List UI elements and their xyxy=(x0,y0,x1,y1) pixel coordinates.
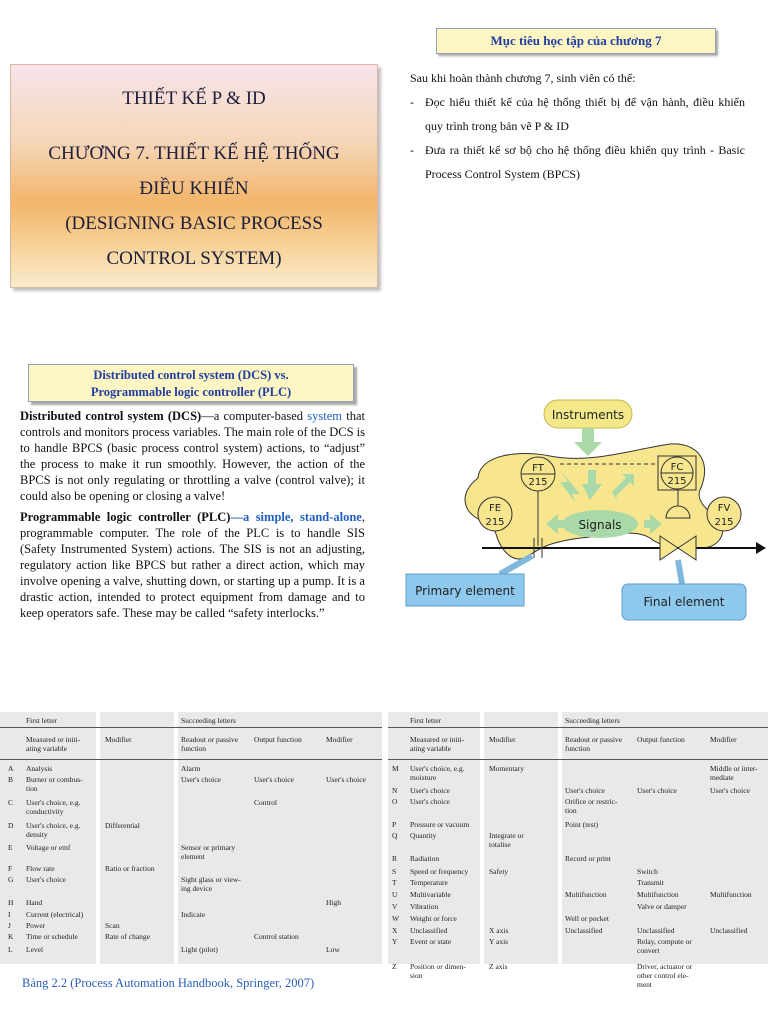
header-measured-line1: Measured or initi- xyxy=(26,735,81,744)
table-cell-out2: convert xyxy=(637,946,660,955)
table-cell-v: Event or state xyxy=(410,937,452,946)
header-modifier-2: Modifier xyxy=(710,735,737,744)
table-cell-v: Vibration xyxy=(410,902,439,911)
table-cell-v: Pressure or vacuum xyxy=(410,820,470,829)
table-cell-out: Multifunction xyxy=(637,890,679,899)
primary-element-label: Primary element xyxy=(415,584,515,598)
objectives-body xyxy=(410,66,745,186)
objective-text: Đưa ra thiết kế sơ bộ cho hệ thống điều khiển quy trình - Basic Process Control System (BPCS) xyxy=(425,143,745,181)
table-cell-v2: conductivity xyxy=(26,807,64,816)
table-cell-l: I xyxy=(8,910,11,919)
flow-arrowhead-icon xyxy=(756,542,766,554)
table-cell-mod2: Middle or inter- xyxy=(710,764,758,773)
course-title: THIẾT KẾ P & ID xyxy=(122,88,266,109)
table-cell-rd: Unclassified xyxy=(565,926,603,935)
table-cell-mod: Safety xyxy=(489,867,509,876)
table-cell-v: User's choice xyxy=(26,875,66,884)
table-cell-out2: other control ele- xyxy=(637,971,689,980)
table-cell-l: E xyxy=(8,843,13,852)
table-cell-l: B xyxy=(8,775,14,784)
header-readout xyxy=(181,735,238,753)
header-readout-line2: function xyxy=(565,744,590,753)
chapter-title-line1: CHƯƠNG 7. THIẾT KẾ HỆ THỐNG xyxy=(48,143,340,164)
table-cell-rd: Well or pocket xyxy=(565,914,609,923)
header-rule xyxy=(388,759,768,760)
table-cell-rd2: ing device xyxy=(181,884,213,893)
table-cell-out: Control xyxy=(254,798,277,807)
table-cell-l: T xyxy=(392,878,397,887)
table-cell-v2: sion xyxy=(410,971,423,980)
dcs-term: Distributed control system (DCS) xyxy=(20,409,202,423)
header-modifier-2: Modifier xyxy=(326,735,353,744)
header-output: Output function xyxy=(254,735,302,744)
table-cell-rd: Point (test) xyxy=(565,820,599,829)
table-cell-rd: Alarm xyxy=(181,764,201,773)
table-cell-v: User's choice xyxy=(410,797,450,806)
table-cell-l: S xyxy=(392,867,397,876)
table-cell-v: Level xyxy=(26,945,44,954)
final-element-label: Final element xyxy=(643,595,725,609)
table-cell-v: User's choice, e.g. xyxy=(26,798,81,807)
table-right-half xyxy=(388,712,768,989)
dcs-system-link[interactable]: system xyxy=(307,409,343,423)
header-measured-line2: ating variable xyxy=(410,744,452,753)
objective-item xyxy=(410,90,745,138)
table-cell-out: User's choice xyxy=(637,786,677,795)
table-cell-l: O xyxy=(392,797,398,806)
table-cell-rd: Sensor or primary xyxy=(181,843,236,852)
plc-text: , programmable computer. The role of the PLC is to handle SIS (Safety Instrumented System) actions. The SIS is not an adjusting, regulatory action like BPCS but rather a direct action, which may involve opening a valve, shutting down, or starting up a pump. It is a drastic action, intended to protect equipment from damage and to keep operators safe. These may be called “safety interlocks.” xyxy=(20,510,365,620)
table-cell-v: User's choice, e.g. xyxy=(410,764,465,773)
header-modifier: Modifier xyxy=(489,735,516,744)
table-cell-mod: Y axis xyxy=(489,937,509,946)
table-cell-l: G xyxy=(8,875,14,884)
table-cell-mod2: High xyxy=(326,898,341,907)
table-cell-l: L xyxy=(8,945,13,954)
header-succeeding-letters: Succeeding letters xyxy=(565,716,620,725)
dcs-plc-heading-line1: Distributed control system (DCS) vs. xyxy=(93,368,289,382)
header-measured xyxy=(26,735,80,753)
table-cell-mod2: Unclassified xyxy=(710,926,748,935)
instruments-label: Instruments xyxy=(551,408,625,422)
table-cell-l: N xyxy=(392,786,398,795)
table-cell-rd: Orifice or restric- xyxy=(565,797,618,806)
fc-number: 215 xyxy=(667,476,687,487)
signals-label: Signals xyxy=(578,518,622,532)
bullet-dash: - xyxy=(410,143,414,157)
table-cell-l: F xyxy=(8,864,13,873)
table-cell-rd: Sight glass or view- xyxy=(181,875,241,884)
table-cell-l: Y xyxy=(392,937,398,946)
header-readout-line2: function xyxy=(181,744,206,753)
table-cell-v: Time or schedule xyxy=(26,932,78,941)
chapter-title-line4: CONTROL SYSTEM) xyxy=(106,248,282,269)
table-cell-v: Quantity xyxy=(410,831,437,840)
objectives-intro: Sau khi hoàn thành chương 7, sinh viên có thể: xyxy=(410,71,636,85)
dcs-plc-heading xyxy=(28,364,354,402)
header-first-letter: First letter xyxy=(26,716,58,725)
header-measured xyxy=(410,735,464,753)
table-cell-out: Unclassified xyxy=(637,926,675,935)
table-cell-v: User's choice, e.g. xyxy=(26,821,81,830)
table-cell-l: W xyxy=(392,914,400,923)
table-cell-l: D xyxy=(8,821,14,830)
table-cell-out: Valve or damper xyxy=(637,902,687,911)
table-cell-v: Speed or frequency xyxy=(410,867,469,876)
table-cell-v: Flow rate xyxy=(26,864,55,873)
objectives-heading: Mục tiêu học tập của chương 7 xyxy=(436,28,716,54)
table-cell-l: K xyxy=(8,932,14,941)
table-cell-v: Position or dimen- xyxy=(410,962,466,971)
table-cell-v: User's choice xyxy=(410,786,450,795)
table-cell-rd: Light (pilot) xyxy=(181,945,218,954)
header-modifier: Modifier xyxy=(105,735,132,744)
table-cell-mod: X axis xyxy=(489,926,509,935)
header-readout-line1: Readout or passive xyxy=(181,735,239,744)
ft-tag: FT xyxy=(532,463,544,474)
table-cell-out: User's choice xyxy=(254,775,294,784)
header-rule xyxy=(0,759,382,760)
dcs-plc-heading-line2: Programmable logic controller (PLC) xyxy=(90,385,292,399)
fv-number: 215 xyxy=(714,517,734,528)
header-output: Output function xyxy=(637,735,685,744)
table-cell-v: Power xyxy=(26,921,46,930)
table-cell-mod: Scan xyxy=(105,921,120,930)
table-cell-mod: Z axis xyxy=(489,962,508,971)
table-cell-l: P xyxy=(392,820,397,829)
table-cell-l: C xyxy=(8,798,14,807)
plc-term: Programmable logic controller (PLC) xyxy=(20,510,231,524)
table-cell-v: Analysis xyxy=(26,764,53,773)
table-cell-v: Temperature xyxy=(410,878,448,887)
fe-number: 215 xyxy=(485,517,505,528)
dcs-paragraph xyxy=(20,408,365,504)
chapter-title-line3: (DESIGNING BASIC PROCESS xyxy=(65,213,323,234)
table-cell-v2: tion xyxy=(26,784,38,793)
table-cell-rd: User's choice xyxy=(181,775,221,784)
fe-tag: FE xyxy=(488,503,502,514)
table-cell-mod: Differential xyxy=(105,821,140,830)
table-cell-v: Burner or combus- xyxy=(26,775,83,784)
table-cell-l: A xyxy=(8,764,14,773)
table-cell-l: Q xyxy=(392,831,398,840)
table-cell-mod2: Low xyxy=(326,945,340,954)
table-cell-rd: Indicate xyxy=(181,910,206,919)
fc-tag: FC xyxy=(670,462,684,473)
table-caption: Bảng 2.2 (Process Automation Handbook, Springer, 2007) xyxy=(22,976,315,990)
chapter-title-card xyxy=(10,64,378,288)
instrument-letter-table xyxy=(0,712,768,1024)
table-cell-mod: Momentary xyxy=(489,764,524,773)
header-readout-line1: Readout or passive xyxy=(565,735,623,744)
table-cell-rd: Multifunction xyxy=(565,890,607,899)
table-cell-mod2: User's choice xyxy=(710,786,750,795)
ft-number: 215 xyxy=(528,477,548,488)
table-cell-out: Driver, actuator or xyxy=(637,962,693,971)
objective-item xyxy=(410,138,745,186)
table-cell-v: Current (electrical) xyxy=(26,910,84,919)
dcs-text-b: that controls and monitors process variables. The main role of the DCS is to handle BPCS (basic process control system) actions, to “adjust” the process to make it run smoothly. However, the action of the BPCS is not only regulating or throttling a valve (control valve); it could also be opening or closing a valve! xyxy=(20,409,365,503)
table-cell-v2: moisture xyxy=(410,773,437,782)
plc-standalone-link[interactable]: —a simple, stand-alone xyxy=(230,510,362,524)
table-cell-l: X xyxy=(392,926,398,935)
table-cell-rd: Record or print xyxy=(565,854,611,863)
chapter-title-line2: ĐIỀU KHIỂN xyxy=(139,178,249,199)
bullet-dash: - xyxy=(410,95,414,109)
table-cell-v: Weight or force xyxy=(410,914,457,923)
table-cell-l: J xyxy=(8,921,11,930)
table-cell-mod2b: mediate xyxy=(710,773,734,782)
table-cell-l: H xyxy=(8,898,14,907)
table-cell-l: U xyxy=(392,890,398,899)
table-cell-out: Control station xyxy=(254,932,299,941)
table-cell-l: R xyxy=(392,854,398,863)
table-cell-v2: density xyxy=(26,830,48,839)
table-cell-modb: totalise xyxy=(489,840,511,849)
table-cell-rd2: tion xyxy=(565,806,577,815)
table-cell-v: Unclassified xyxy=(410,926,448,935)
table-cell-l: V xyxy=(392,902,398,911)
objective-text: Đọc hiểu thiết kế của hệ thống thiết bị để vận hành, điều khiển quy trình trong bản vẽ P & ID xyxy=(425,95,745,133)
header-rule xyxy=(0,727,382,728)
table-cell-l: M xyxy=(392,764,399,773)
dcs-plc-body xyxy=(20,408,365,626)
table-cell-mod: Ratio or fraction xyxy=(105,864,155,873)
instruments-arrow-icon xyxy=(574,428,602,456)
header-succeeding-letters: Succeeding letters xyxy=(181,716,236,725)
table-cell-l: Z xyxy=(392,962,397,971)
table-cell-mod2: Multifunction xyxy=(710,890,752,899)
fv-tag: FV xyxy=(717,503,731,514)
control-loop-diagram xyxy=(400,398,768,624)
plc-paragraph xyxy=(20,509,365,621)
header-measured-line2: ating variable xyxy=(26,744,68,753)
table-cell-rd2: element xyxy=(181,852,205,861)
table-cell-v: Voltage or emf xyxy=(26,843,71,852)
table-cell-mod: Integrate or xyxy=(489,831,524,840)
table-cell-rd: User's choice xyxy=(565,786,605,795)
header-rule xyxy=(388,727,768,728)
header-first-letter: First letter xyxy=(410,716,442,725)
header-measured-line1: Measured or initi- xyxy=(410,735,465,744)
table-cell-out: Transmit xyxy=(637,878,664,887)
table-left-half xyxy=(0,712,382,964)
dcs-text-a: —a computer-based xyxy=(201,409,308,423)
table-cell-v: Multivariable xyxy=(410,890,451,899)
table-cell-mod: Rate of change xyxy=(105,932,150,941)
control-loop-svg xyxy=(400,398,768,624)
table-cell-out3: ment xyxy=(637,980,652,989)
table-cell-out: Switch xyxy=(637,867,658,876)
table-cell-out: Relay, compute or xyxy=(637,937,692,946)
table-cell-v: Hand xyxy=(26,898,43,907)
final-element-pointer xyxy=(678,560,682,584)
table-cell-mod2: User's choice xyxy=(326,775,366,784)
table-cell-v: Radiation xyxy=(410,854,440,863)
header-readout xyxy=(565,735,622,753)
